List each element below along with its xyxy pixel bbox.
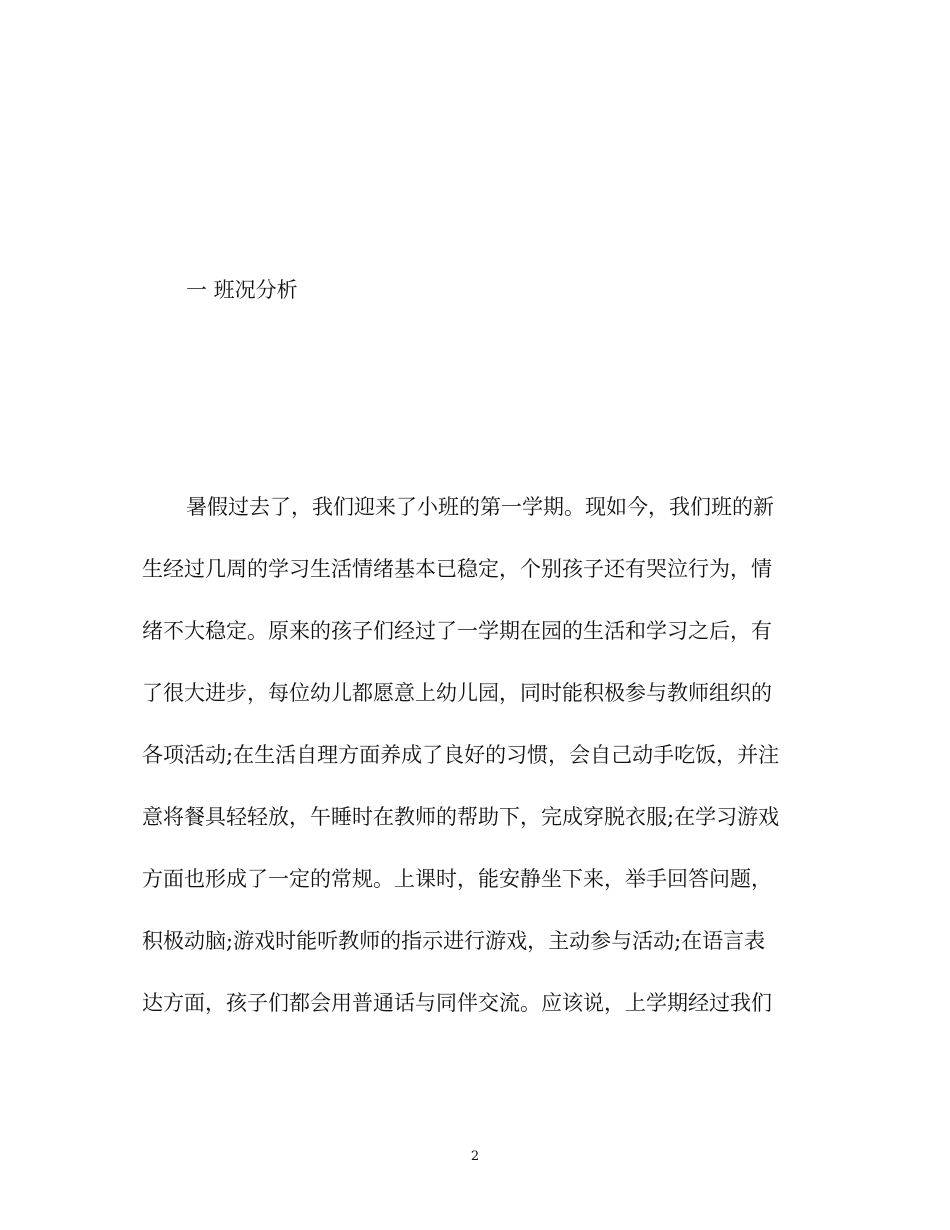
paragraph-line: 达方面，孩子们都会用普通话与同伴交流。应该说，上学期经过我们	[142, 991, 772, 1015]
paragraph-line: 绪不大稳定。原来的孩子们经过了一学期在园的生活和学习之后，有	[142, 619, 772, 643]
paragraph-line: 各项活动;在生活自理方面养成了良好的习惯，会自己动手吃饭，并注	[142, 743, 780, 767]
paragraph-line: 意将餐具轻轻放，午睡时在教师的帮助下，完成穿脱衣服;在学习游戏	[142, 805, 780, 829]
paragraph-line: 暑假过去了，我们迎来了小班的第一学期。现如今，我们班的新	[186, 495, 774, 519]
paragraph-line: 了很大进步，每位幼儿都愿意上幼儿园，同时能积极参与教师组织的	[142, 681, 772, 705]
paragraph-line: 积极动脑;游戏时能听教师的指示进行游戏，主动参与活动;在语言表	[142, 929, 766, 953]
paragraph-line: 方面也形成了一定的常规。上课时，能安静坐下来，举手回答问题，	[142, 867, 772, 891]
section-heading: 一 班况分析	[186, 278, 298, 302]
page-number: 2	[470, 1149, 480, 1164]
paragraph-line: 生经过几周的学习生活情绪基本已稳定，个别孩子还有哭泣行为，情	[142, 557, 772, 581]
body-paragraph	[142, 490, 822, 1048]
